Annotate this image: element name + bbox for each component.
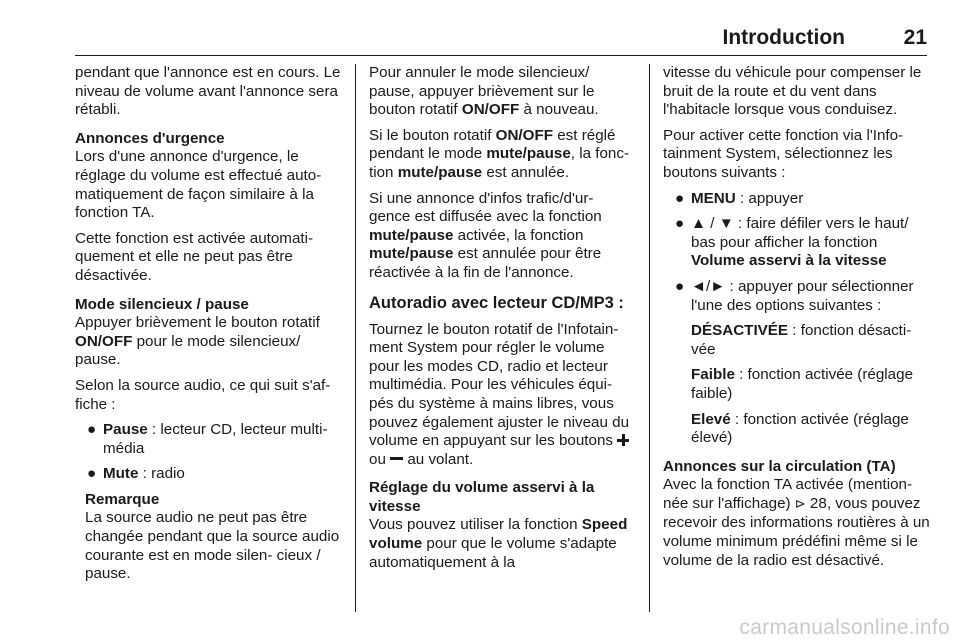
column-1 [75, 64, 347, 584]
note-text: La source audio ne peut pas être changée pendant que la source audio courante est en mode silen- cieux / pause. [85, 509, 340, 583]
page-number: 21 [903, 26, 927, 49]
keyword-menu: MENU [691, 189, 736, 207]
list-item: ● Mute : radio [87, 465, 185, 483]
paragraph: Si une annonce d'infos trafic/d'ur- gence est diffusée avec la fonction mute/pause activée, la fonction mute/pause est annulée pour être réactivée à la fin de l'annonce. [369, 189, 602, 281]
list-item: ● Pause : lecteur CD, lecteur multi- média [87, 421, 328, 457]
heading-mode-silencieux: Mode silencieux / pause [75, 295, 249, 313]
list-item: ● ◄/► : appuyer pour sélectionner l'une des options suivantes : [675, 277, 914, 314]
heading-volume-asservi: Réglage du volume asservi à la vitesse [369, 479, 595, 515]
column-divider-2 [649, 64, 650, 612]
page-reference-icon: ⊳ [794, 496, 806, 512]
bullet-icon: ● [675, 277, 685, 295]
section-title: Introduction [722, 26, 845, 49]
bullet-icon: ● [675, 189, 685, 207]
paragraph: Si le bouton rotatif ON/OFF est réglé pendant le mode mute/pause, la fonc- tion mute/pause est annulée. [369, 126, 630, 181]
bullet-icon: ● [87, 465, 97, 483]
option-faible: Faible : fonction activée (réglage faible) [691, 366, 914, 402]
paragraph: Pour annuler le mode silencieux/ pause, appuyer brièvement sur le bouton rotatif ON/OFF à nouveau. [369, 64, 599, 119]
paragraph: Lors d'une annonce d'urgence, le réglage du volume est effectué auto- matiquement de façon similaire à la fonction TA. [75, 148, 322, 222]
option-eleve: Elevé : fonction activée (réglage élevé) [691, 410, 909, 447]
column-3 [663, 64, 933, 577]
option-desactivee: DÉSACTIVÉE : fonction désacti- vée [691, 322, 912, 358]
paragraph: Selon la source audio, ce qui suit s'af- fiche : [75, 376, 331, 413]
column-2 [369, 64, 635, 579]
minus-icon [390, 457, 403, 460]
paragraph: pendant que l'annonce est en cours. Le niveau de volume avant l'annonce sera rétabli. [75, 64, 341, 119]
list-item: ● MENU : appuyer [675, 189, 804, 207]
column-divider-1 [355, 64, 356, 612]
note-box [75, 491, 347, 584]
page-header [75, 26, 927, 56]
paragraph: vitesse du véhicule pour compenser le bruit de la route et du vent dans l'habitacle lorsque vous conduisez. [663, 64, 922, 119]
bullet-icon: ● [87, 421, 97, 439]
paragraph: Avec la fonction TA activée (mention- née sur l'affichage) ⊳ 28, vous pouvez recevoir des informations routières à un volume minimum prédéfini même si le volume de la radio est désactivé. [663, 476, 930, 569]
watermark: carmanualsonline.info [739, 616, 950, 639]
heading-annonces-circulation: Annonces sur la circulation (TA) [663, 457, 896, 475]
paragraph: Cette fonction est activée automati- quement et elle ne peut pas être désactivée. [75, 229, 314, 284]
header-rule [75, 55, 927, 56]
paragraph: Appuyer brièvement le bouton rotatif ON/OFF pour le mode silencieux/ pause. [75, 314, 320, 369]
list-item: ● ▲ / ▼ : faire défiler vers le haut/ bas pour afficher la fonction Volume asservi à la vitesse [675, 215, 909, 270]
paragraph: Pour activer cette fonction via l'Info- tainment System, sélectionnez les boutons suivants : [663, 126, 904, 181]
bullet-icon: ● [675, 215, 685, 233]
note-heading: Remarque [85, 490, 160, 508]
plus-icon [617, 434, 629, 446]
paragraph: Vous pouvez utiliser la fonction Speed volume pour que le volume s'adapte automatiquement à la [369, 516, 628, 571]
heading-annonces-urgence: Annonces d'urgence [75, 129, 225, 147]
heading-autoradio: Autoradio avec lecteur CD/MP3 : [369, 293, 624, 312]
paragraph: Tournez le bouton rotatif de l'Infotain- ment System pour régler le volume pour les modes CD, radio et lecteur multimédia. Pour les véhicules équi- pés du système à mains libres, vous pouvez également ajuster le niveau du volume en appuyant sur les boutons ou au volant. [369, 320, 630, 468]
keyword-on-off: ON/OFF [75, 332, 133, 350]
